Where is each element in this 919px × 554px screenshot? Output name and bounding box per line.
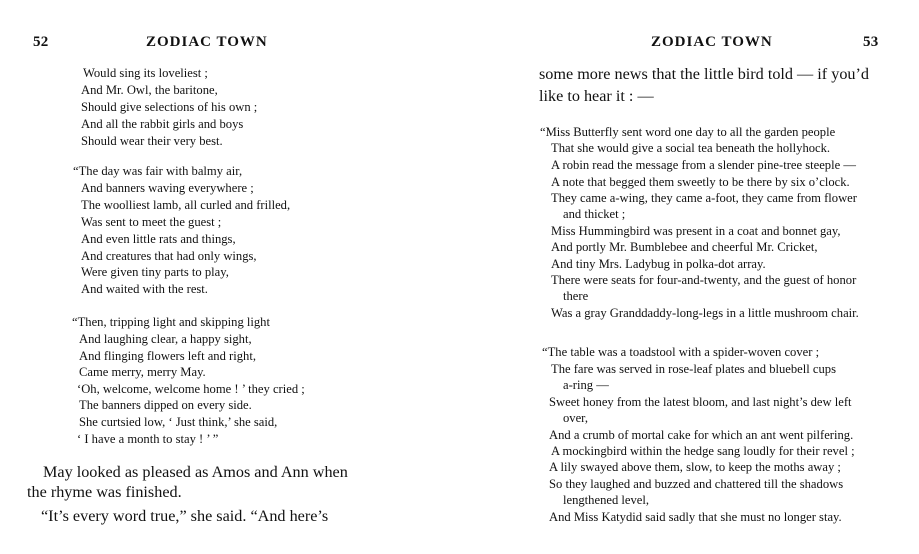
poem-line: “Miss Butterfly sent word one day to all the garden people <box>540 125 836 139</box>
poem-line: And Mr. Owl, the baritone, <box>81 83 218 97</box>
poem-line: lengthened level, <box>563 493 650 507</box>
poem-line: They came a-wing, they came a-foot, they came from flower <box>551 191 857 205</box>
poem-line: A lily swayed above them, slow, to keep the moths away ; <box>549 460 841 474</box>
poem-line: The fare was served in rose-leaf plates and bluebell cups <box>551 362 836 376</box>
poem-line: There were seats for four-and-twenty, and the guest of honor <box>551 273 857 287</box>
poem-line: ‘Oh, welcome, welcome home ! ’ they cried ; <box>77 382 305 396</box>
prose-line: like to hear it : — <box>539 87 654 105</box>
poem-line: And waited with the rest. <box>81 282 208 296</box>
running-title: ZODIAC TOWN <box>146 34 268 50</box>
poem-line: And portly Mr. Bumblebee and cheerful Mr. Cricket, <box>551 240 818 254</box>
poem-line: Should wear their very best. <box>81 134 223 148</box>
poem-line: there <box>563 289 589 303</box>
poem-line: Were given tiny parts to play, <box>81 265 229 279</box>
poem-line: “Then, tripping light and skipping light <box>72 315 270 329</box>
poem-line: over, <box>563 411 589 425</box>
poem-line: a-ring — <box>563 378 609 392</box>
poem-line: That she would give a social tea beneath the hollyhock. <box>551 141 831 155</box>
poem-line: And creatures that had only wings, <box>81 249 257 263</box>
poem-line: Came merry, merry May. <box>79 365 206 379</box>
poem-line: and thicket ; <box>563 207 626 221</box>
poem-line: “The table was a toadstool with a spider-woven cover ; <box>542 345 820 359</box>
poem-line: The woolliest lamb, all curled and frilled, <box>81 198 291 212</box>
poem-line: And a crumb of mortal cake for which an ant went pilfering. <box>549 428 854 442</box>
poem-line: And all the rabbit girls and boys <box>81 117 244 131</box>
poem-line: And even little rats and things, <box>81 232 236 246</box>
poem-line: Was a gray Granddaddy-long-legs in a little mushroom chair. <box>551 306 859 320</box>
poem-line: Would sing its loveliest ; <box>83 66 208 80</box>
poem-line: And tiny Mrs. Ladybug in polka-dot array. <box>551 257 766 271</box>
prose-line: some more news that the little bird told — if you’d <box>539 65 869 83</box>
poem-line: A note that begged them sweetly to be there by six o’clock. <box>551 175 850 189</box>
poem-line: A robin read the message from a slender pine-tree steeple — <box>551 158 856 172</box>
page-number: 52 <box>33 34 49 50</box>
poem-line: And banners waving everywhere ; <box>81 181 254 195</box>
poem-line: She curtsied low, ‘ Just think,’ she said, <box>79 415 278 429</box>
right-page <box>460 0 919 554</box>
poem-line: Sweet honey from the latest bloom, and last night’s dew left <box>549 395 852 409</box>
poem-line: The banners dipped on every side. <box>79 398 252 412</box>
prose-line: the rhyme was finished. <box>27 483 182 501</box>
prose-line: May looked as pleased as Amos and Ann when <box>43 463 348 481</box>
poem-line: ‘ I have a month to stay ! ’ ” <box>77 432 219 446</box>
poem-line: Was sent to meet the guest ; <box>81 215 222 229</box>
poem-line: A mockingbird within the hedge sang loudly for their revel ; <box>551 444 855 458</box>
poem-line: “The day was fair with balmy air, <box>73 164 243 178</box>
poem-line: So they laughed and buzzed and chattered till the shadows <box>549 477 844 491</box>
prose-line: “It’s every word true,” she said. “And here’s <box>41 507 329 525</box>
poem-line: And laughing clear, a happy sight, <box>79 332 252 346</box>
page-number: 53 <box>863 34 879 50</box>
poem-line: Should give selections of his own ; <box>81 100 258 114</box>
poem-line: Miss Hummingbird was present in a coat and bonnet gay, <box>551 224 841 238</box>
running-title: ZODIAC TOWN <box>651 34 773 50</box>
poem-line: And flinging flowers left and right, <box>79 349 256 363</box>
poem-line: And Miss Katydid said sadly that she must no longer stay. <box>549 510 842 524</box>
